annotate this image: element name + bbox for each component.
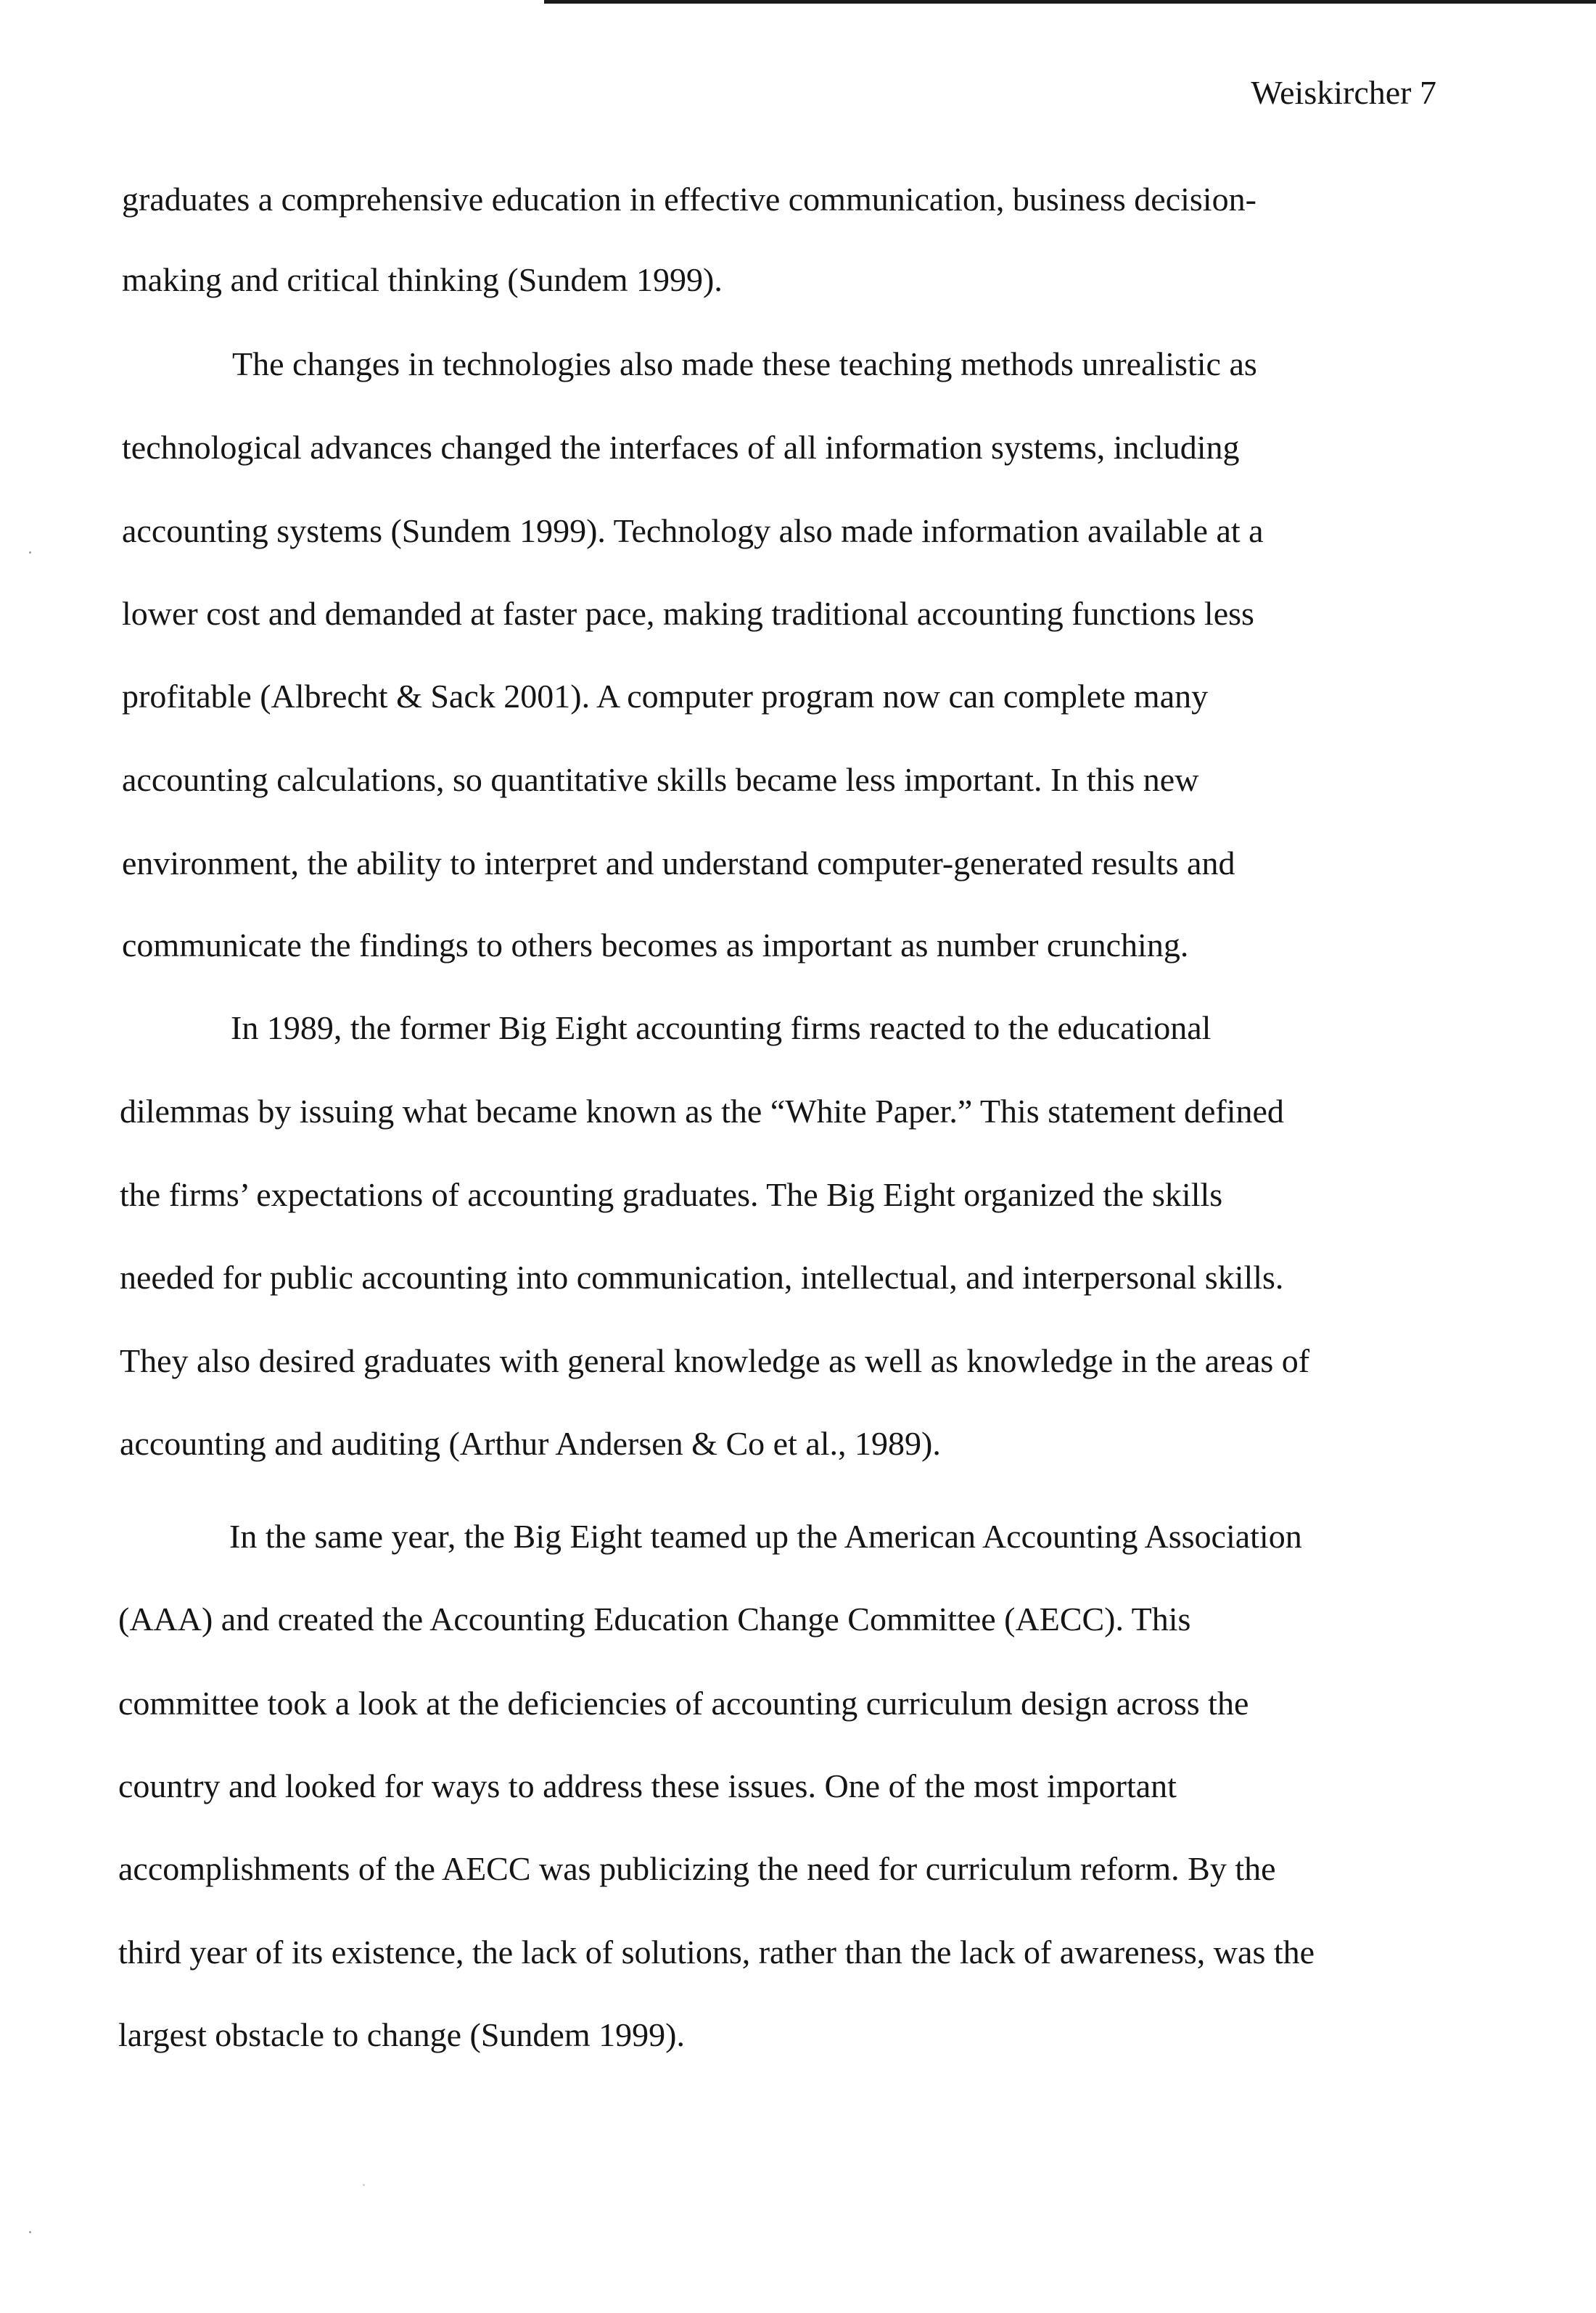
text-line: profitable (Albrecht & Sack 2001). A computer program now can complete many [122, 678, 1209, 715]
text-line: They also desired graduates with general knowledge as well as knowledge in the areas of [120, 1342, 1310, 1379]
text-line: accomplishments of the AECC was publicizing the need for curriculum reform. By the [118, 1850, 1276, 1887]
text-line: needed for public accounting into communication, intellectual, and interpersonal skills. [120, 1259, 1284, 1296]
top-scan-rule [544, 0, 1596, 4]
text-line: committee took a look at the deficiencies of accounting curriculum design across the [118, 1685, 1249, 1722]
text-line: accounting calculations, so quantitative skills became less important. In this new [122, 761, 1199, 798]
text-line: country and looked for ways to address these issues. One of the most important [118, 1767, 1177, 1804]
scan-speck [363, 2184, 365, 2186]
text-line: accounting and auditing (Arthur Andersen & Co et al., 1989). [120, 1425, 941, 1462]
text-line: technological advances changed the interfaces of all information systems, including [122, 429, 1240, 466]
text-line: environment, the ability to interpret and understand computer-generated results and [122, 845, 1235, 882]
text-line: communicate the findings to others becomes as important as number crunching. [122, 927, 1189, 964]
text-line: lower cost and demanded at faster pace, making traditional accounting functions less [122, 595, 1254, 632]
text-line: the firms’ expectations of accounting graduates. The Big Eight organized the skills [120, 1176, 1223, 1213]
scan-speck [29, 551, 31, 554]
text-line: (AAA) and created the Accounting Education Change Committee (AECC). This [118, 1601, 1191, 1638]
text-line: making and critical thinking (Sundem 1999). [122, 261, 723, 298]
text-line: The changes in technologies also made these teaching methods unrealistic as [232, 345, 1257, 382]
text-line: graduates a comprehensive education in effective communication, business decision- [122, 181, 1256, 218]
text-line: third year of its existence, the lack of solutions, rather than the lack of awareness, was the [118, 1934, 1315, 1971]
text-line: largest obstacle to change (Sundem 1999). [118, 2016, 685, 2053]
running-head: Weiskircher 7 [1251, 74, 1436, 111]
text-line: In the same year, the Big Eight teamed up the American Accounting Association [229, 1518, 1302, 1555]
text-line: accounting systems (Sundem 1999). Technology also made information available at a [122, 512, 1264, 549]
scan-speck [29, 2231, 31, 2233]
text-line: In 1989, the former Big Eight accounting firms reacted to the educational [231, 1009, 1212, 1046]
text-line: dilemmas by issuing what became known as the “White Paper.” This statement defined [120, 1093, 1284, 1130]
